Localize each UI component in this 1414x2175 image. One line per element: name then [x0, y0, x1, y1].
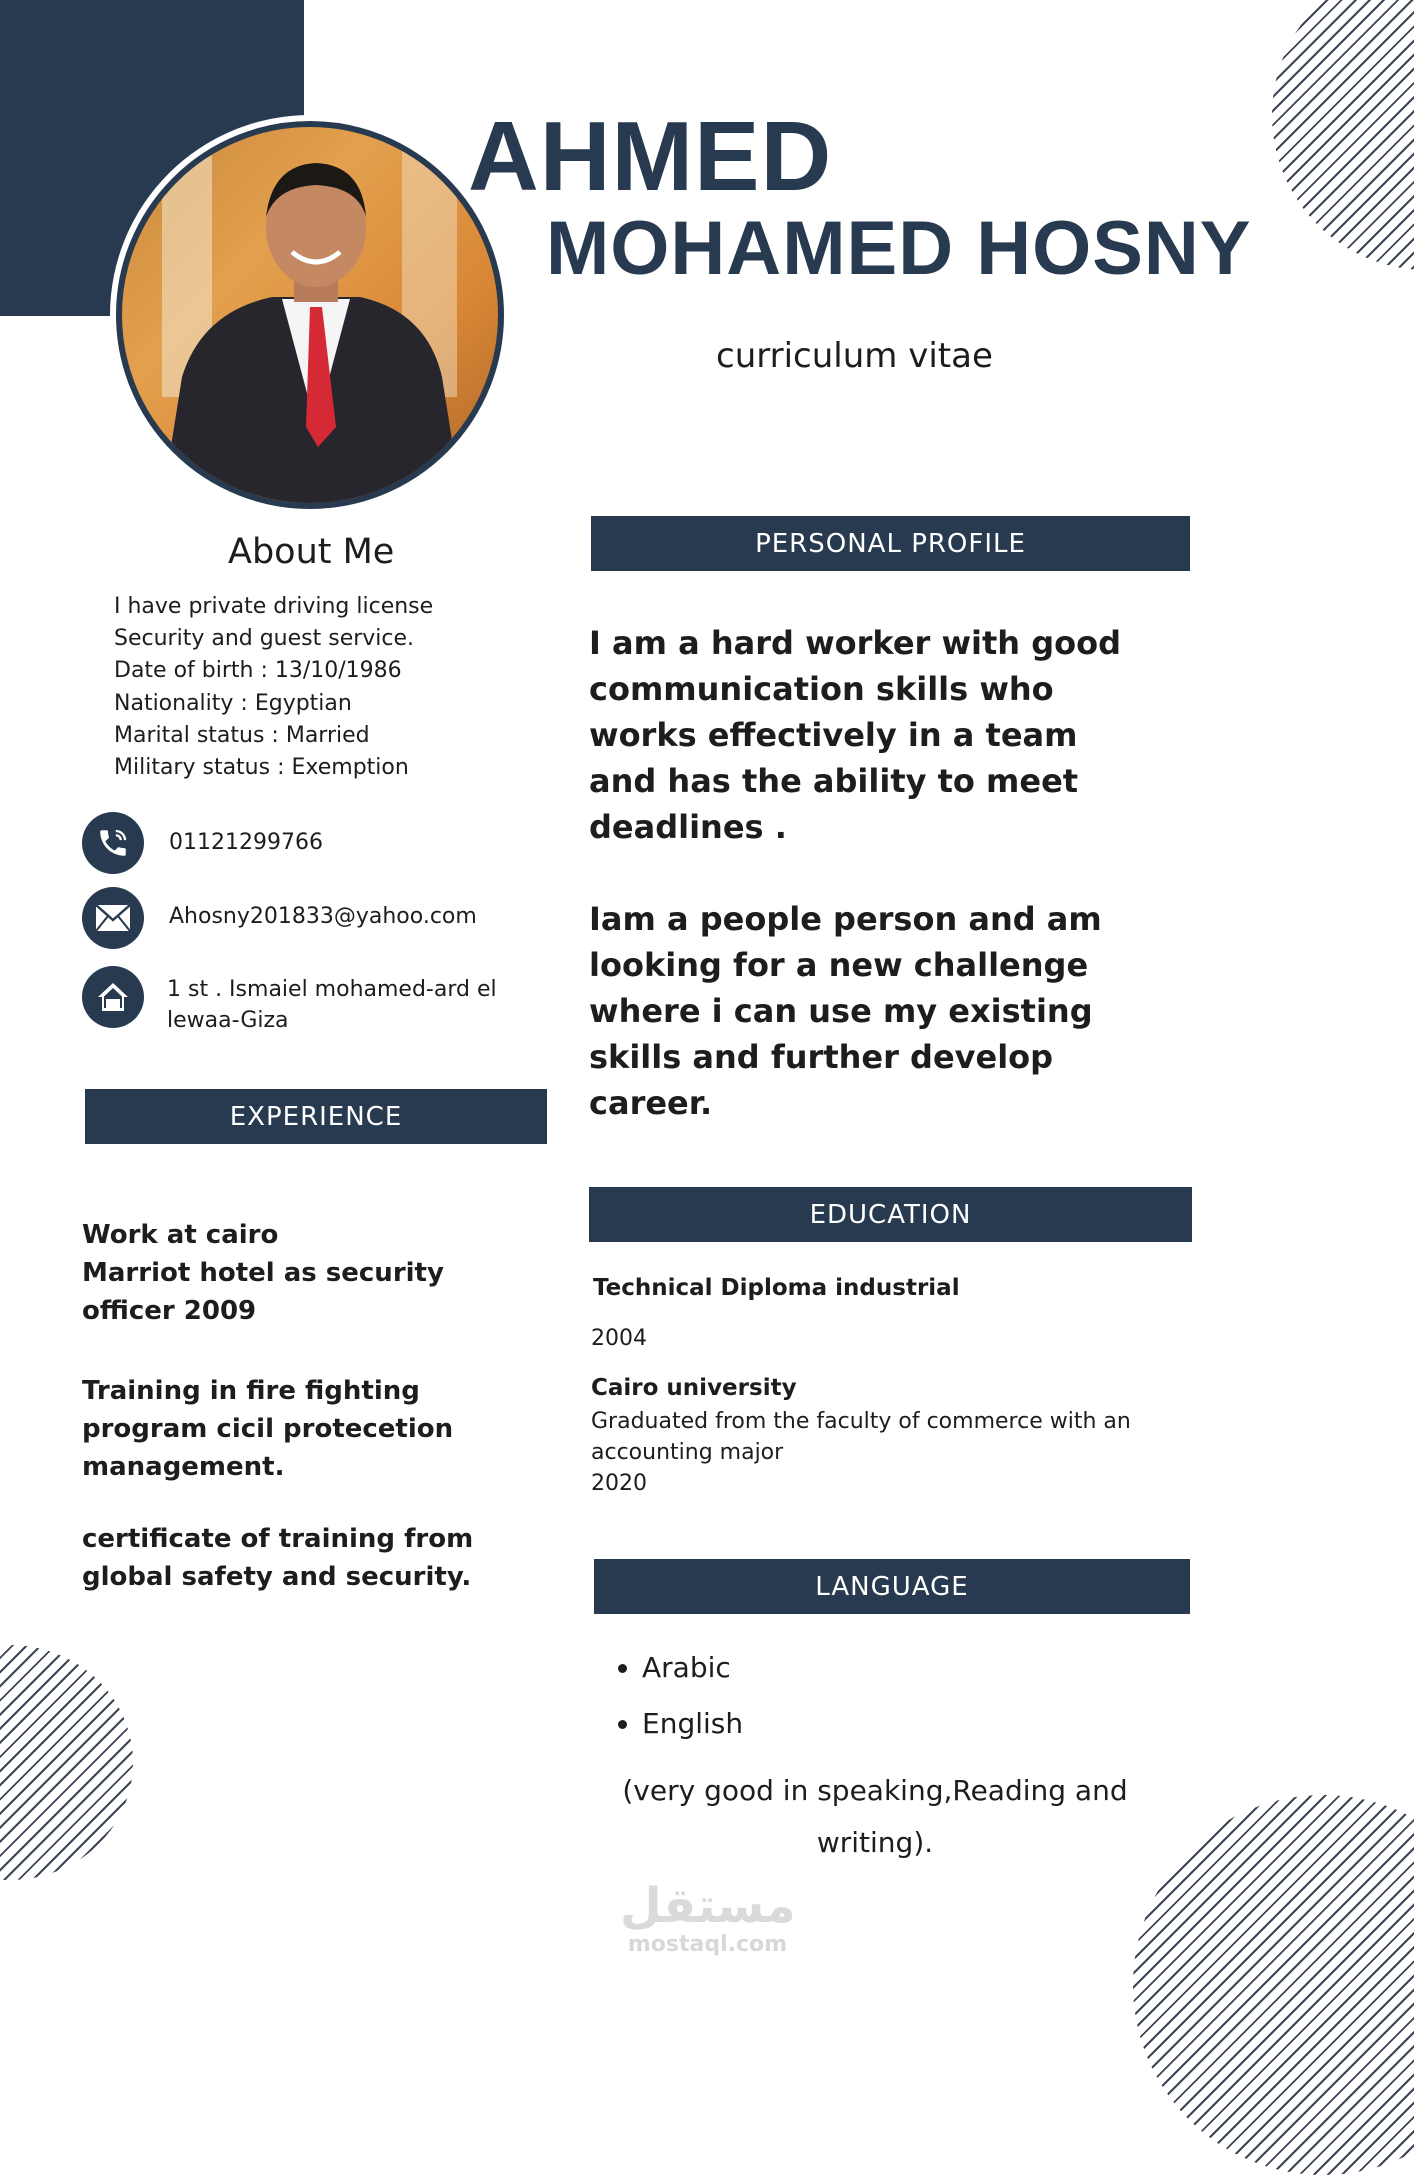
hatched-circle-bottom-left — [0, 1645, 133, 1880]
first-name: AHMED — [468, 101, 833, 211]
experience-header: EXPERIENCE — [85, 1089, 547, 1144]
about-line: Military status : Exemption — [114, 755, 409, 781]
phone-icon — [82, 812, 144, 874]
envelope-icon — [82, 887, 144, 949]
profile-photo — [116, 121, 504, 509]
last-name: MOHAMED HOSNY — [546, 206, 1252, 291]
personal-profile-header: PERSONAL PROFILE — [591, 516, 1190, 571]
experience-item: Training in fire fighting program cicil protecetion management. — [82, 1376, 454, 1482]
person-silhouette-icon — [122, 127, 498, 503]
about-line: Date of birth : 13/10/1986 — [114, 658, 402, 684]
profile-paragraph: I am a hard worker with good communication skills who works effectively in a team and has the ability to meet deadlines . — [589, 624, 1121, 846]
language-header: LANGUAGE — [594, 1559, 1190, 1614]
about-line: Security and guest service. — [114, 626, 415, 652]
watermark-arabic: مستقل — [620, 1878, 796, 1934]
phone-number: 01121299766 — [169, 830, 323, 855]
subtitle: curriculum vitae — [716, 336, 993, 376]
language-item: • English — [642, 1696, 743, 1752]
experience-item: certificate of training from global safety and security. — [82, 1524, 474, 1592]
home-icon — [82, 966, 144, 1028]
email-address: Ahosny201833@yahoo.com — [169, 904, 477, 929]
language-list — [612, 1640, 743, 1752]
education-university-description: Graduated from the faculty of commerce with an accounting major — [591, 1409, 1131, 1465]
about-details — [114, 591, 433, 784]
experience-line: Marriot hotel as security officer 2009 — [82, 1258, 444, 1326]
experience-line: Work at cairo — [82, 1220, 279, 1250]
education-university-year: 2020 — [591, 1471, 647, 1496]
education-degree: Technical Diploma industrial — [593, 1275, 960, 1301]
language-item: • Arabic — [642, 1640, 743, 1696]
language-note: (very good in speaking,Reading and writing). — [622, 1774, 1128, 1859]
education-header: EDUCATION — [589, 1187, 1192, 1242]
about-line: Marital status : Married — [114, 722, 370, 748]
education-degree-year: 2004 — [591, 1326, 647, 1351]
about-line: Nationality : Egyptian — [114, 690, 352, 716]
hatched-circle-bottom-right — [1133, 1795, 1414, 2175]
watermark-latin: mostaql.com — [627, 1932, 788, 1957]
hatched-circle-top-right — [1272, 0, 1414, 270]
about-title: About Me — [228, 532, 395, 572]
profile-paragraph: Iam a people person and am looking for a new challenge where i can use my existing skills and further develop career. — [589, 900, 1102, 1122]
address: 1 st . Ismaiel mohamed-ard el lewaa-Giza — [167, 977, 497, 1033]
experience-item — [82, 1216, 542, 1330]
about-line: I have private driving license — [114, 594, 434, 619]
education-university: Cairo university — [591, 1375, 797, 1401]
